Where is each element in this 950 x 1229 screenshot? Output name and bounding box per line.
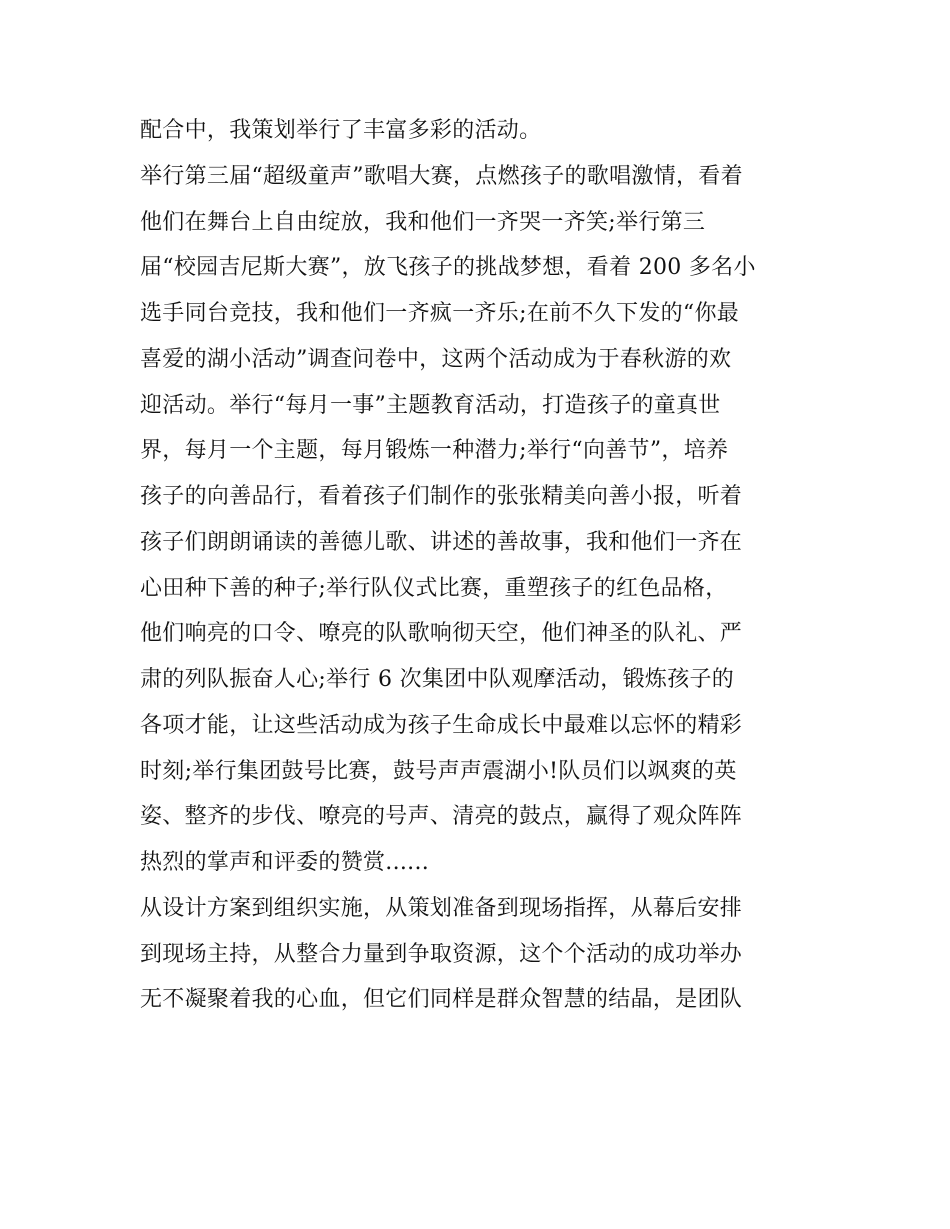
text-line: 姿、整齐的步伐、嘹亮的号声、清亮的鼓点，赢得了观众阵阵 (140, 804, 743, 830)
text-line: 心田种下善的种子;举行队仪式比赛，重塑孩子的红色品格， (140, 575, 728, 601)
text-line: 他们在舞台上自由绽放，我和他们一齐哭一齐笑;举行第三 (140, 209, 706, 235)
text-line: 届“校园吉尼斯大赛”，放飞孩子的挑战梦想，看着 200 多名小 (140, 255, 756, 281)
text-line: 喜爱的湖小活动”调查问卷中，这两个活动成为于春秋游的欢 (140, 346, 732, 372)
text-line: 他们响亮的口令、嘹亮的队歌响彻天空，他们神圣的队礼、严 (140, 621, 743, 647)
text-line: 孩子们朗朗诵读的善德儿歌、讲述的善故事，我和他们一齐在 (140, 529, 743, 555)
text-line: 无不凝聚着我的心血，但它们同样是群众智慧的结晶，是团队 (140, 987, 743, 1013)
text-line: 各项才能，让这些活动成为孩子生命成长中最难以忘怀的精彩 (140, 712, 743, 738)
text-line: 热烈的掌声和评委的赞赏...... (140, 850, 430, 875)
text-line: 从设计方案到组织实施，从策划准备到现场指挥，从幕后安排 (140, 895, 743, 921)
text-line: 时刻;举行集团鼓号比赛，鼓号声声震湖小!队员们以飒爽的英 (140, 758, 737, 784)
text-line: 孩子的向善品行，看着孩子们制作的张张精美向善小报，听着 (140, 484, 743, 509)
text-line: 界，每月一个主题，每月锻炼一种潜力;举行“向善节”，培养 (140, 438, 729, 464)
text-line: 迎活动。举行“每月一事”主题教育活动，打造孩子的童真世 (140, 392, 721, 418)
text-line: 到现场主持，从整合力量到争取资源，这个个活动的成功举办 (140, 941, 743, 967)
body-text (140, 108, 820, 1023)
text-line: 肃的列队振奋人心;举行 6 次集团中队观摩活动，锻炼孩子的 (140, 667, 735, 692)
text-line: 选手同台竞技，我和他们一齐疯一齐乐;在前不久下发的“你最 (140, 301, 740, 326)
text-line: 配合中，我策划举行了丰富多彩的活动。 (140, 118, 542, 143)
text-line: 举行第三届“超级童声”歌唱大赛，点燃孩子的歌唱激情，看着 (140, 163, 743, 189)
